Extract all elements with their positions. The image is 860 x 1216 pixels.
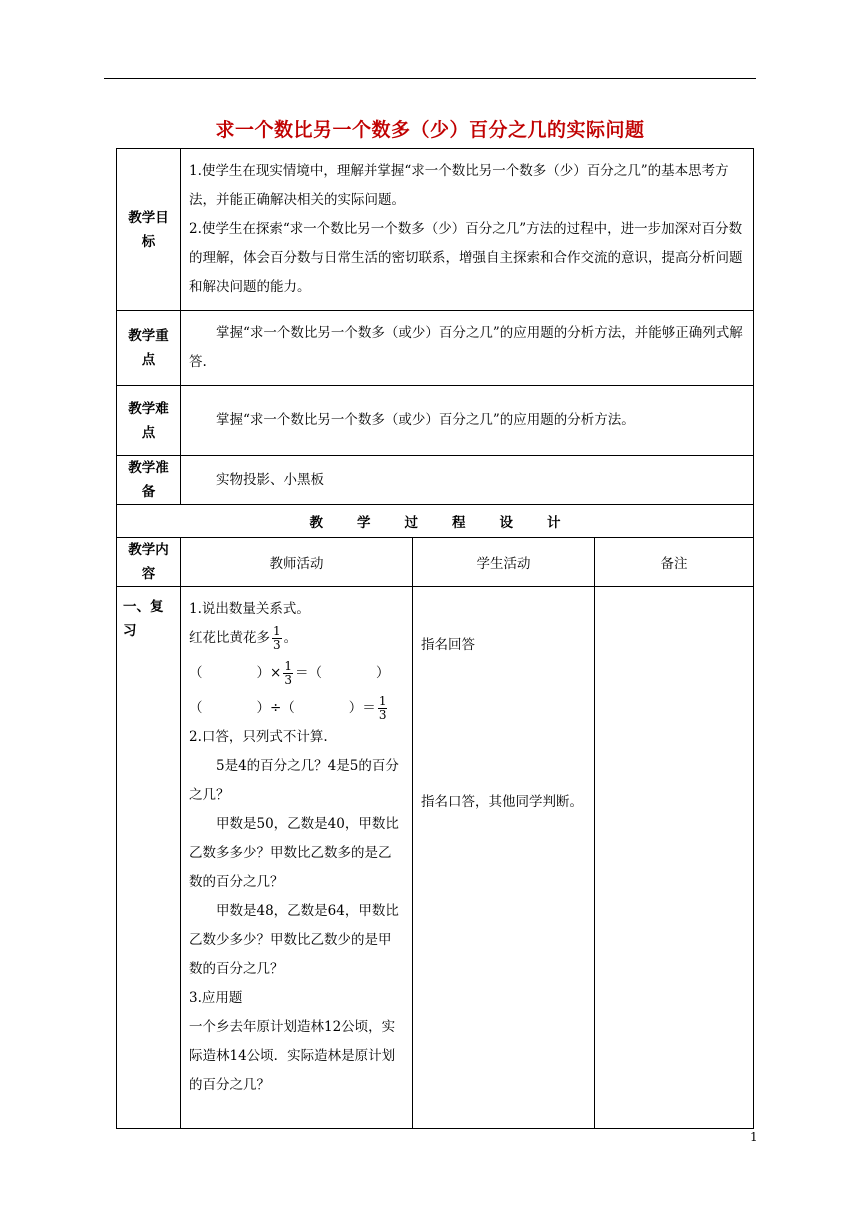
review-note-cell: [595, 587, 754, 1129]
goal-content: [181, 149, 754, 311]
review-t6: 甲数是48，乙数是64，甲数比乙数少多少？甲数比乙数少的是甲数的百分之几？: [189, 903, 399, 977]
prep-content: 实物投影、小黑板: [216, 471, 324, 488]
review-s1: 指名回答: [421, 637, 475, 653]
goal-label: 教学目标: [117, 149, 181, 311]
page-number: 1: [750, 1130, 758, 1144]
prep-label: 教学准备: [117, 456, 181, 505]
review-t4: 5是4的百分之几？4是5的百分之几？: [189, 758, 399, 803]
review-eq1: （ ）× $\frac{1}{3}$ ＝（ ）: [189, 659, 390, 687]
difficulty-row: [117, 386, 754, 456]
document-title: 求一个数比另一个数多（少）百分之几的实际问题: [215, 119, 645, 141]
process-title-row: [117, 505, 754, 538]
review-t8: 一个乡去年原计划造林12公顷，实际造林14公顷．实际造林是原计划的百分之几？: [189, 1019, 396, 1093]
header-rule: [104, 78, 756, 79]
review-t5: 甲数是50，乙数是40，甲数比乙数多多少？甲数比乙数多的是乙数的百分之几？: [189, 816, 399, 890]
col-student: 学生活动: [413, 538, 595, 587]
process-title: 教 学 过 程 设 计: [117, 505, 754, 538]
review-t7: 3.应用题: [189, 990, 243, 1006]
review-eq2: （ ）÷（ ）＝ $\frac{1}{3}$: [189, 694, 387, 722]
column-header-row: [117, 538, 754, 587]
difficulty-label: 教学难点: [117, 386, 181, 456]
review-t2: 红花比黄花多 $\frac{1}{3}$ 。: [189, 624, 298, 652]
key-label: 教学重点: [117, 311, 181, 386]
review-label: 一、复习: [117, 587, 181, 1129]
review-teacher-content: [181, 587, 413, 1129]
col-teacher: 教师活动: [181, 538, 413, 587]
review-s2: 指名口答，其他同学判断。: [421, 794, 583, 810]
col-note: 备注: [595, 538, 754, 587]
review-t3: 2.口答，只列式不计算.: [189, 729, 328, 745]
key-row: [117, 311, 754, 386]
key-content: 掌握“求一个数比另一个数多（或少）百分之几”的应用题的分析方法，并能够正确列式解答.: [189, 325, 743, 370]
lesson-plan-table: [116, 148, 754, 1129]
fraction-one-third: $\frac{1}{3}$: [378, 694, 387, 722]
fraction-one-third: $\frac{1}{3}$: [284, 659, 292, 687]
prep-row: [117, 456, 754, 505]
goal-point-2: 2.使学生在探索“求一个数比另一个数多（少）百分之几”方法的过程中，进一步加深对百分数的理解，体会百分数与日常生活的密切联系，增强自主探索和合作交流的意识，提高分析问题和解决问题的能力。: [189, 221, 743, 295]
review-row: [117, 587, 754, 1129]
fraction-one-third: $\frac{1}{3}$: [273, 624, 281, 652]
review-t1: 1.说出数量关系式。: [189, 601, 310, 617]
review-student-content: [413, 587, 595, 1129]
goal-row: [117, 149, 754, 311]
difficulty-content: 掌握“求一个数比另一个数多（或少）百分之几”的应用题的分析方法。: [216, 412, 635, 428]
col-content: 教学内容: [117, 538, 181, 587]
goal-point-1: 1.使学生在现实情境中，理解并掌握“求一个数比另一个数多（少）百分之几”的基本思考方法，并能正确解决相关的实际问题。: [189, 163, 729, 208]
